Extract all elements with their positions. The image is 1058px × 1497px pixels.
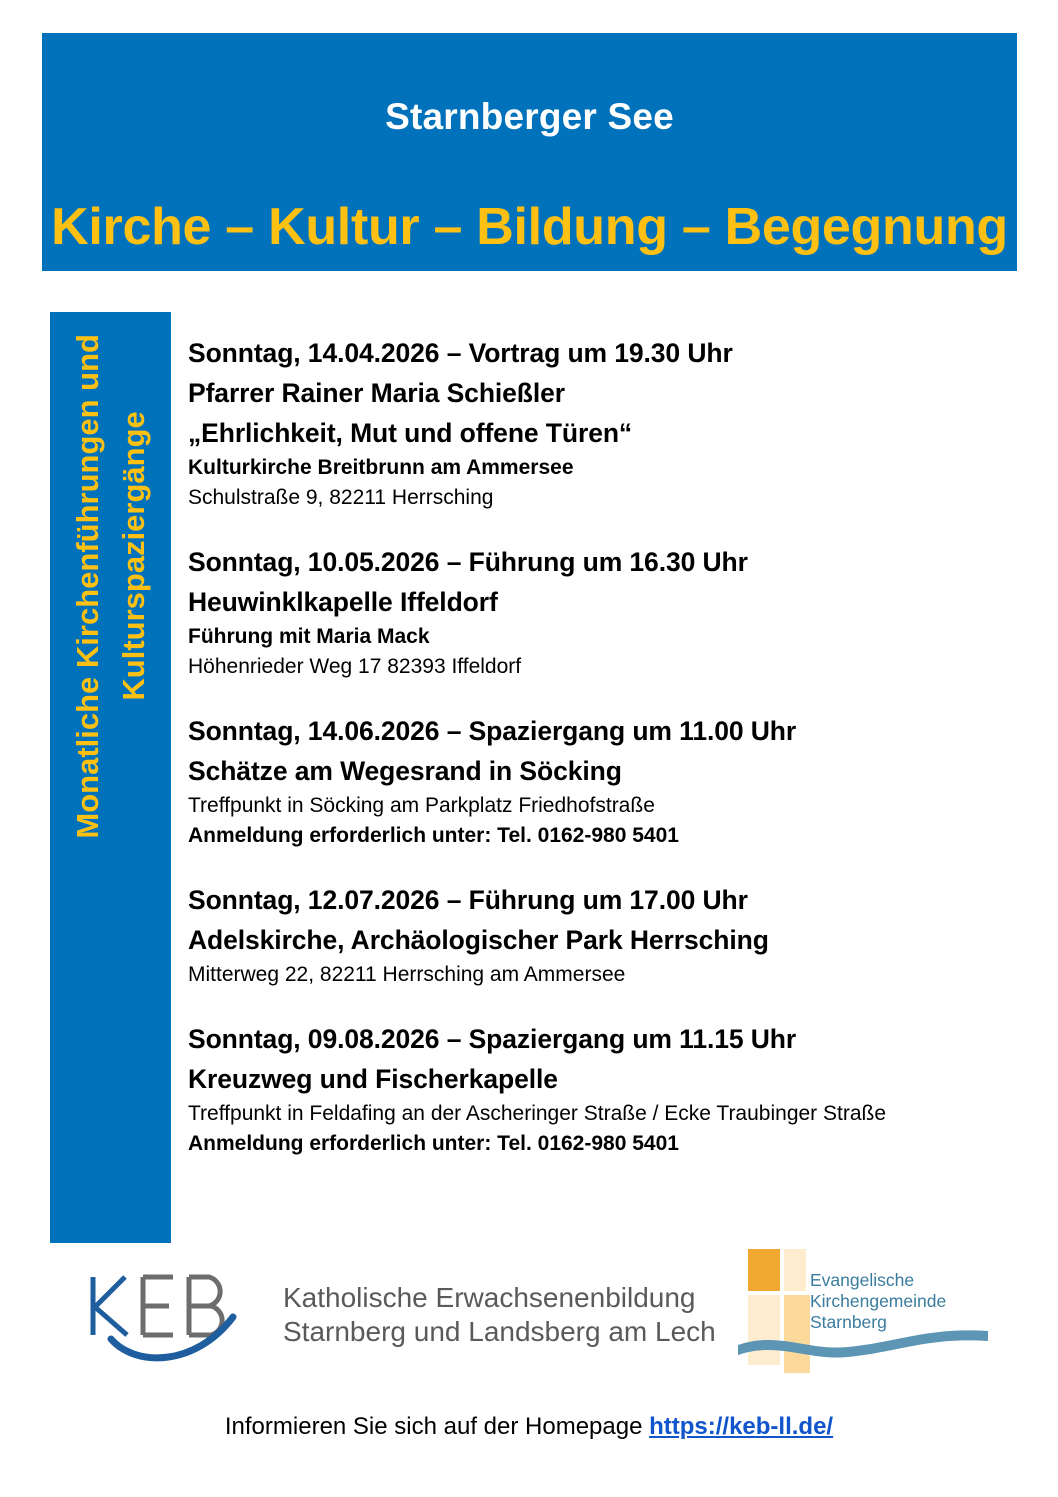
homepage-line xyxy=(0,1411,1058,1443)
evangelische-wordmark-line-1: Evangelische xyxy=(810,1270,915,1290)
header-banner xyxy=(42,33,1017,271)
event-address: Mitterweg 22, 82211 Herrsching am Ammersee xyxy=(188,963,626,986)
event-address: Schulstraße 9, 82211 Herrsching xyxy=(188,486,494,509)
evangelische-logo-wordmark xyxy=(810,1270,946,1333)
keb-logo-mark-icon xyxy=(85,1263,275,1368)
keb-logo xyxy=(85,1263,716,1368)
side-banner-lines xyxy=(50,334,171,839)
evangelische-wordmark-line-3: Starnberg xyxy=(810,1312,887,1332)
side-banner xyxy=(50,312,171,1243)
event-list xyxy=(188,333,988,1159)
event-headline: Sonntag, 12.07.2026 – Führung um 17.00 Uhr xyxy=(188,885,748,915)
event-address: Treffpunkt in Söcking am Parkplatz Friedhofstraße xyxy=(188,794,655,817)
event-address: Höhenrieder Weg 17 82393 Iffeldorf xyxy=(188,655,522,678)
event-item xyxy=(188,333,988,513)
event-venue: Kulturkirche Breitbrunn am Ammersee xyxy=(188,456,574,479)
evangelische-kirchengemeinde-logo xyxy=(738,1243,988,1383)
side-banner-rotated-text xyxy=(50,312,171,1243)
keb-wordmark-line-1: Katholische Erwachsenenbildung xyxy=(283,1282,696,1313)
event-headline: Sonntag, 14.06.2026 – Spaziergang um 11.00 Uhr xyxy=(188,716,797,746)
header-subtitle: Starnberger See xyxy=(385,96,674,137)
event-subheadline: Heuwinklkapelle Iffeldorf xyxy=(188,587,498,617)
homepage-link[interactable]: https://keb-ll.de/ xyxy=(649,1413,834,1440)
header-title: Kirche – Kultur – Bildung – Begegnung xyxy=(51,198,1008,256)
event-headline: Sonntag, 14.04.2026 – Vortrag um 19.30 Uhr xyxy=(188,338,733,368)
footer-logos xyxy=(0,1243,1058,1393)
event-item xyxy=(188,711,988,851)
event-subheadline: Adelskirche, Archäologischer Park Herrsching xyxy=(188,925,769,955)
keb-wordmark-line-2: Starnberg und Landsberg am Lech xyxy=(283,1316,716,1347)
evangelische-wordmark-line-2: Kirchengemeinde xyxy=(810,1291,947,1311)
side-banner-line-2: Kulturspaziergänge xyxy=(115,411,151,701)
side-banner-line-1: Monatliche Kirchenführungen und xyxy=(69,334,105,839)
homepage-label: Informieren Sie sich auf der Homepage xyxy=(224,1413,650,1440)
event-headline: Sonntag, 09.08.2026 – Spaziergang um 11.15 Uhr xyxy=(188,1024,797,1054)
event-topic: „Ehrlichkeit, Mut und offene Türen“ xyxy=(188,418,633,448)
event-address: Treffpunkt in Feldafing an der Ascheringer Straße / Ecke Traubinger Straße xyxy=(188,1102,887,1125)
event-registration: Anmeldung erforderlich unter: Tel. 0162-980 5401 xyxy=(188,824,679,847)
event-subheadline: Kreuzweg und Fischerkapelle xyxy=(188,1064,558,1094)
event-item xyxy=(188,542,988,682)
event-item xyxy=(188,880,988,990)
event-subheadline: Schätze am Wegesrand in Söcking xyxy=(188,756,622,786)
keb-logo-wordmark xyxy=(283,1281,716,1349)
event-venue: Führung mit Maria Mack xyxy=(188,625,430,648)
event-registration: Anmeldung erforderlich unter: Tel. 0162-980 5401 xyxy=(188,1132,679,1155)
event-item xyxy=(188,1019,988,1159)
event-subheadline: Pfarrer Rainer Maria Schießler xyxy=(188,378,566,408)
event-headline: Sonntag, 10.05.2026 – Führung um 16.30 Uhr xyxy=(188,547,748,577)
